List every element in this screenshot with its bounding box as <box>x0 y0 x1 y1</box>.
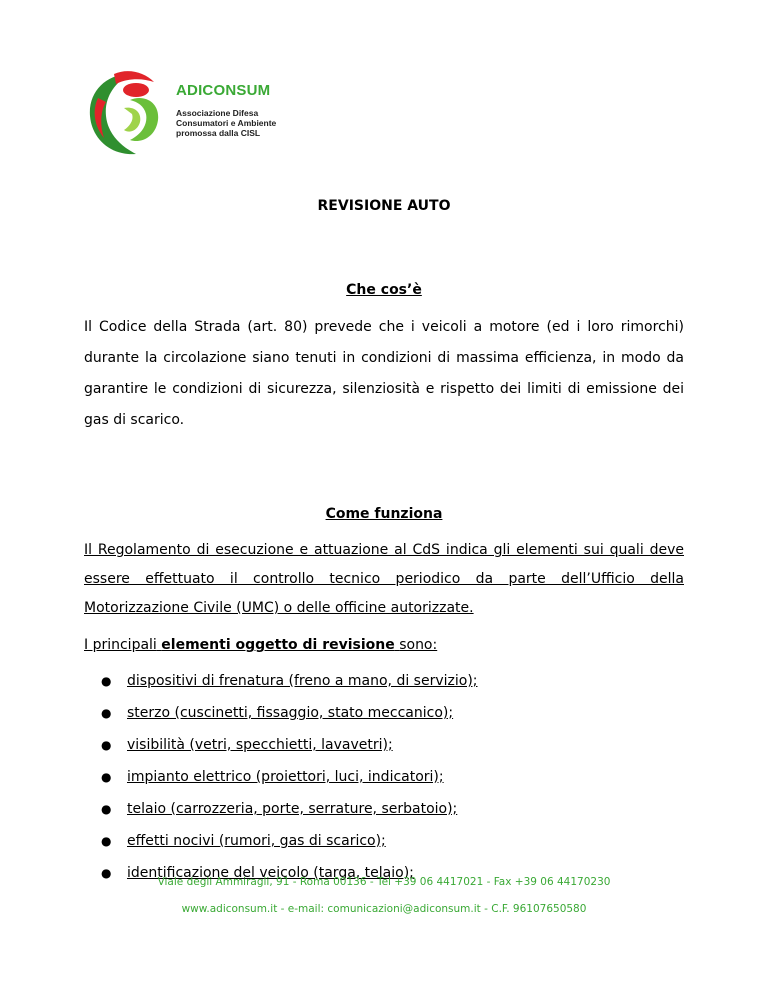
section-heading-come-funziona <box>84 506 684 522</box>
footer-address: Viale degli Ammiragli, 91 - Roma 00136 - Tel +39 06 4417021 - Fax +39 06 44170230 <box>157 876 611 888</box>
adiconsum-logo-icon <box>84 68 168 158</box>
bullet-icon: ● <box>101 706 112 720</box>
logo-brand-name: ADICONSUM <box>176 82 271 99</box>
footer-contacts: www.adiconsum.it - e-mail: comunicazioni@adiconsum.it - C.F. 96107650580 <box>181 903 587 915</box>
list-item <box>84 767 684 799</box>
list-intro-post: sono: <box>399 637 438 653</box>
list-item <box>84 831 684 863</box>
list-item-text: telaio (carrozzeria, porte, serrature, serbatoio); <box>127 801 458 817</box>
bullet-icon: ● <box>101 834 112 848</box>
list-intro-bold: elementi oggetto di revisione <box>161 637 395 653</box>
revision-items-list <box>84 671 684 895</box>
list-intro <box>84 637 684 653</box>
list-item-text: identificazione del veicolo (targa, telaio); <box>127 865 414 881</box>
section-paragraph: Il Codice della Strada (art. 80) prevede che i veicoli a motore (ed i loro rimorchi) durante la circolazione siano tenuti in condizioni di massima efficienza, in modo da garantire le condizioni di sicurezza, silenziosità e rispetto dei limiti di emissione dei gas di scarico. <box>84 319 684 428</box>
bullet-icon: ● <box>101 674 112 688</box>
list-item <box>84 799 684 831</box>
logo-tagline-line: Associazione Difesa <box>176 108 259 118</box>
document-title: REVISIONE AUTO <box>317 198 451 214</box>
bullet-icon: ● <box>101 770 112 784</box>
logo-tagline <box>176 108 276 138</box>
list-item-text: effetti nocivi (rumori, gas di scarico); <box>127 833 386 849</box>
list-item <box>84 735 684 767</box>
document-body <box>84 198 684 895</box>
section-paragraph: Il Regolamento di esecuzione e attuazione al CdS indica gli elementi sui quali deve essere effettuato il controllo tecnico periodico da parte dell’Ufficio della Motorizzazione Civile (UMC) o delle officine autorizzate. <box>84 542 684 616</box>
section-heading-text: Che cos’è <box>346 282 422 298</box>
bullet-icon: ● <box>101 866 112 880</box>
bullet-icon: ● <box>101 738 112 752</box>
list-item <box>84 703 684 735</box>
section-heading-text: Come funziona <box>325 506 443 522</box>
logo-tagline-line: Consumatori e Ambiente <box>176 118 277 128</box>
bullet-icon: ● <box>101 802 112 816</box>
list-item-text: impianto elettrico (proiettori, luci, indicatori); <box>127 769 444 785</box>
list-item-text: visibilità (vetri, specchietti, lavavetri); <box>127 737 393 753</box>
section-heading-che-cose <box>84 282 684 298</box>
list-item-text: dispositivi di frenatura (freno a mano, di servizio); <box>127 673 478 689</box>
adiconsum-logo <box>84 68 304 158</box>
logo-tagline-line: promossa dalla CISL <box>176 128 261 138</box>
list-item-text: sterzo (cuscinetti, fissaggio, stato meccanico); <box>127 705 454 721</box>
list-item <box>84 671 684 703</box>
list-intro-pre: I principali <box>84 637 157 653</box>
